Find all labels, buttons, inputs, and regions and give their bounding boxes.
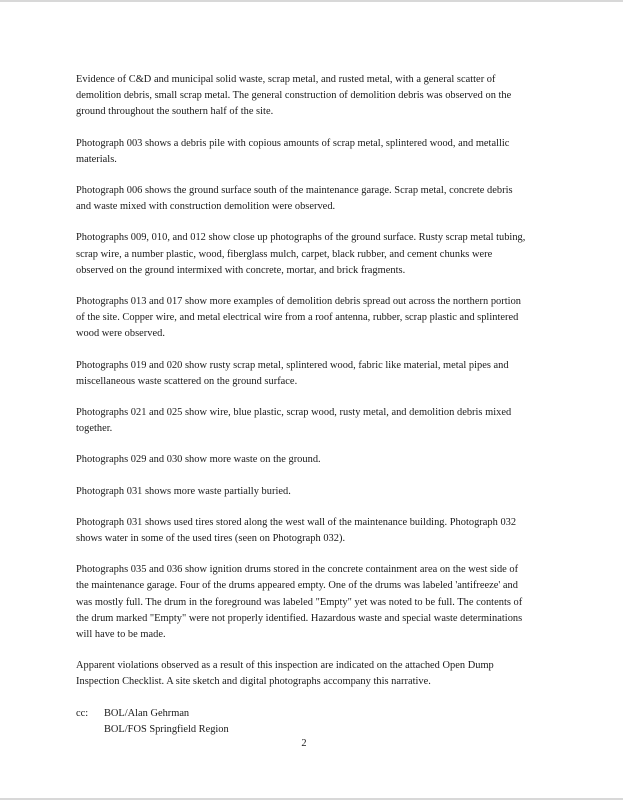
cc-block	[76, 706, 528, 738]
cc-recipient: BOL/Alan Gehrman	[104, 707, 190, 719]
paragraph: Photographs 029 and 030 show more waste on the ground.	[76, 454, 321, 466]
cc-row	[76, 722, 528, 738]
cc-recipient: BOL/FOS Springfield Region	[104, 723, 229, 735]
cc-label: cc:	[76, 707, 89, 719]
scan-edge-top	[0, 0, 623, 2]
paragraph: Photograph 006 shows the ground surface south of the maintenance garage. Scrap metal, concrete debris and waste mixed with construction demolition were observed.	[76, 185, 513, 213]
paragraph: Photographs 021 and 025 show wire, blue plastic, scrap wood, rusty metal, and demolition debris mixed together.	[76, 407, 512, 435]
cc-spacer	[76, 722, 104, 738]
paragraph: Photographs 009, 010, and 012 show close up photographs of the ground surface. Rusty scrap metal tubing, scrap wire, a number plastic, wood, fiberglass mulch, carpet, black rubber, and cement chunks were observed on the ground intermixed with concrete, mortar, and brick fragments.	[76, 232, 526, 276]
paragraph: Photograph 003 shows a debris pile with copious amounts of scrap metal, splintered wood, and metallic materials.	[76, 137, 510, 165]
paragraph: Photographs 013 and 017 show more examples of demolition debris spread out across the northern portion of the site. Copper wire, and metal electrical wire from a roof antenna, rubber, scrap plastic and splintered wood were observed.	[76, 296, 522, 340]
paragraph: Photographs 019 and 020 show rusty scrap metal, splintered wood, fabric like material, metal pipes and miscellaneous waste scattered on the ground surface.	[76, 359, 509, 387]
paragraph: Photograph 031 shows more waste partially buried.	[76, 485, 291, 497]
paragraph: Photographs 035 and 036 show ignition drums stored in the concrete containment area on the west side of the maintenance garage. Four of the drums appeared empty. One of the drums was labeled 'antifreeze' and was mostly full. The drum in the foreground was labeled "Empty" yet was noted to be full. The contents of the drum marked "Empty" were not properly identified. Hazardous waste and special waste determinations will have to be made.	[76, 564, 523, 641]
page-number: 2	[301, 738, 307, 749]
paragraph: Photograph 031 shows used tires stored along the west wall of the maintenance building. Photograph 032 shows water in some of the used tires (seen on Photograph 032).	[76, 516, 517, 545]
cc-row	[76, 706, 528, 722]
paragraph: Evidence of C&D and municipal solid waste, scrap metal, and rusted metal, with a general scatter of demolition debris, small scrap metal. The general construction of demolition debris was observed on the ground throughout the southern half of the site.	[76, 74, 512, 118]
document-body	[76, 72, 528, 738]
paragraph: Apparent violations observed as a result of this inspection are indicated on the attached Open Dump Inspection Checklist. A site sketch and digital photographs accompany this narrative.	[76, 660, 494, 688]
